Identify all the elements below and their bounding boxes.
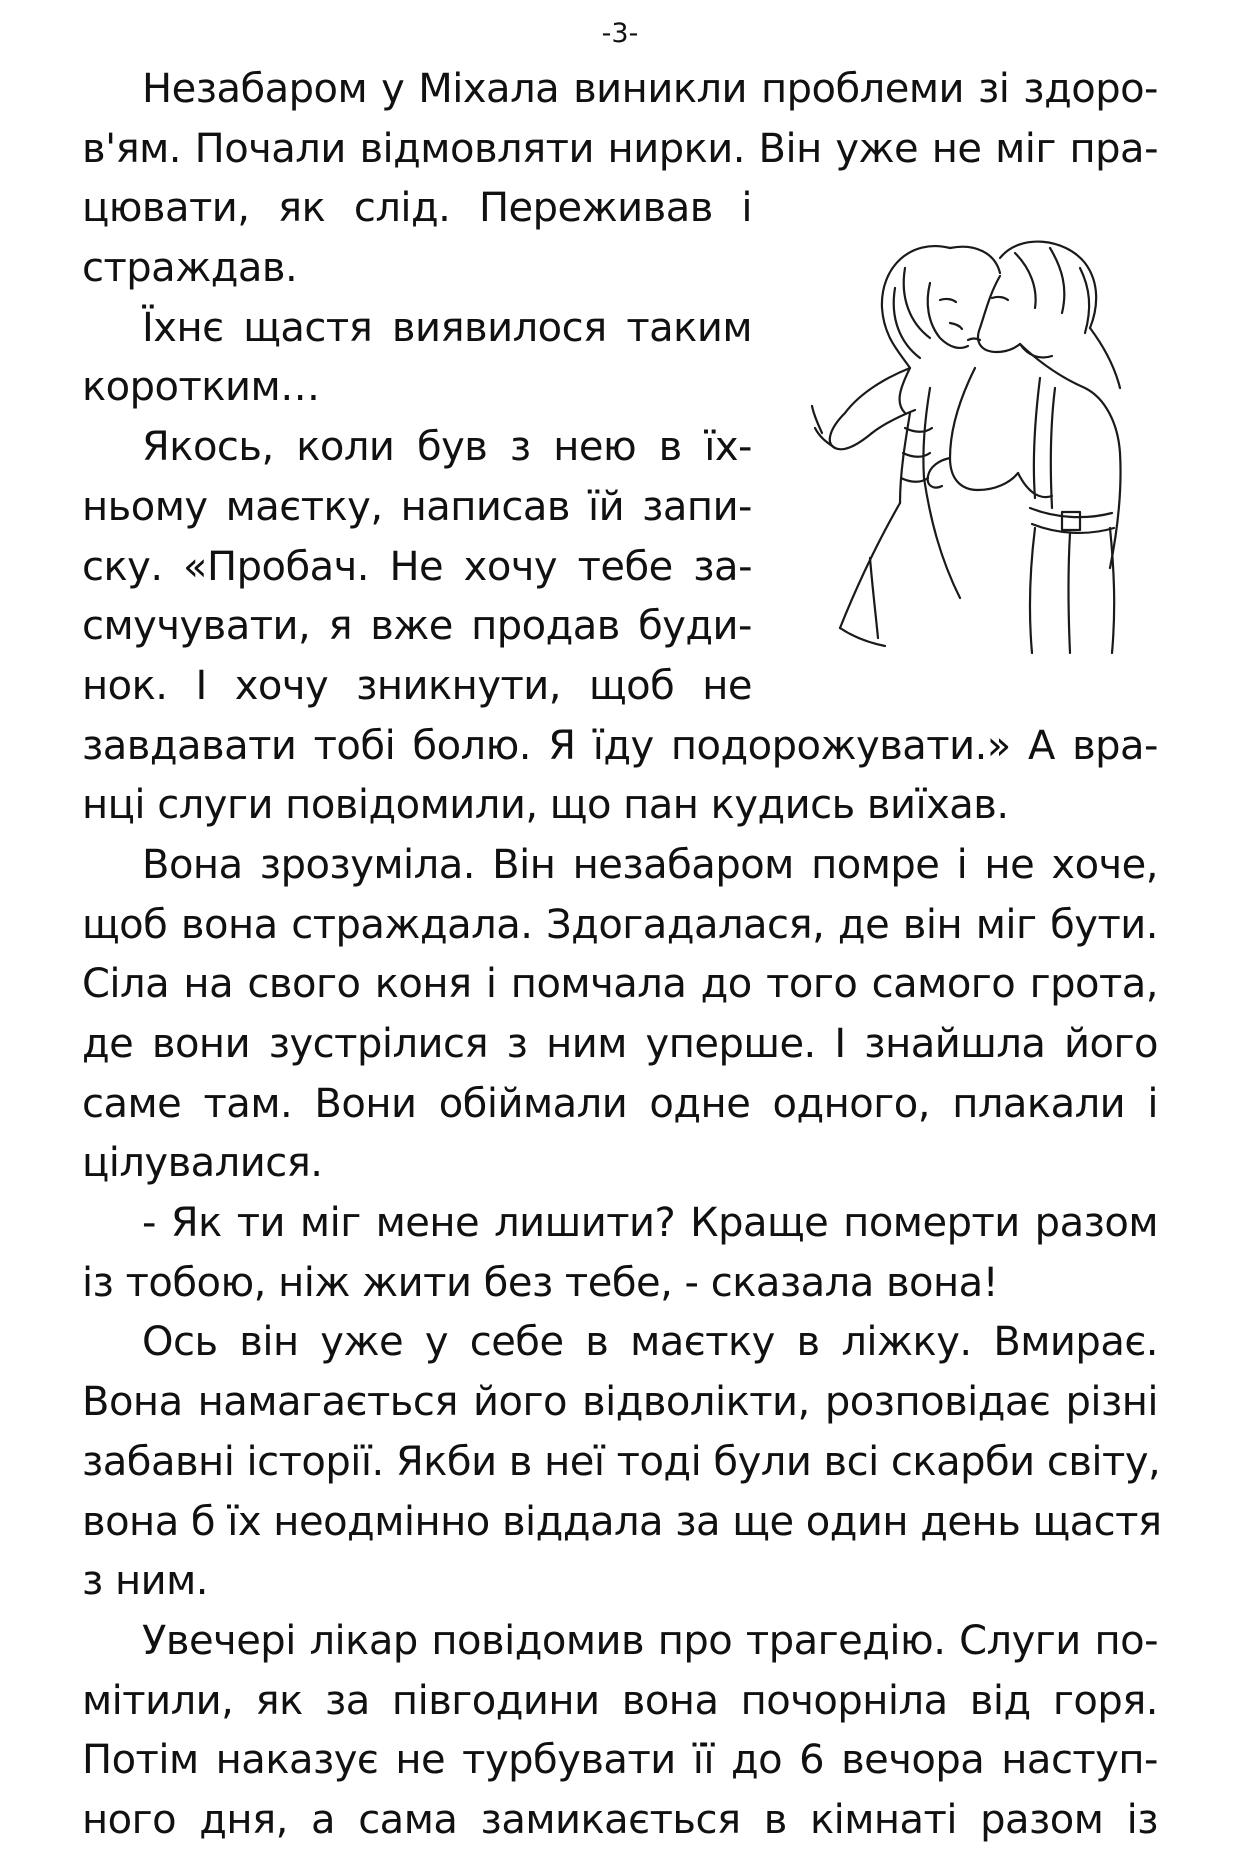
text-line: нці слуги повідомили, що пан кудись виїхав.: [82, 782, 1009, 829]
text-line: мітили, як за півгодини вона почорніла від горя.: [82, 1677, 1158, 1724]
line-art-drawing: [800, 228, 1150, 658]
couple-embracing-illustration: [800, 228, 1150, 658]
text-line: Ось він уже у себе в маєтку в ліжку. Вмирає.: [142, 1319, 1158, 1366]
text-line: Їхнє щастя виявилося таким: [142, 304, 752, 351]
text-line: смучувати, я вже продав буди-: [82, 603, 752, 650]
text-line: цілувалися.: [82, 1140, 323, 1187]
text-line: ску. «Пробач. Не хочу тебе за-: [82, 543, 752, 590]
text-line: в'ям. Почали відмовляти нирки. Він уже не міг пра-: [82, 125, 1158, 172]
text-line: завдавати тобі болю. Я їду подорожувати.» А вра-: [82, 722, 1158, 769]
text-line: нок. І хочу зникнути, щоб не: [82, 662, 752, 709]
text-line: Незабаром у Міхала виникли проблеми зі здоро-: [142, 66, 1158, 112]
text-line: забавні історії. Якби в неї тоді були всі скарби світу,: [82, 1438, 1161, 1485]
text-line: - Як ти міг мене лишити? Краще померти разом: [142, 1200, 1158, 1247]
text-line: Якось, коли був з нею в їх-: [142, 424, 752, 471]
text-line: де вони зустрілися з ним уперше. І знайшла його: [82, 1021, 1158, 1067]
text-line: з ним.: [82, 1558, 209, 1605]
text-line: із тобою, ніж жити без тебе, - сказала вона!: [82, 1259, 999, 1306]
text-line: ньому маєтку, написав їй запи-: [82, 483, 752, 530]
text-line: Потім наказує не турбувати її до 6 вечора наступ-: [82, 1737, 1158, 1784]
text-line: Вона намагається його відволікти, розповідає різні: [82, 1379, 1158, 1426]
page-number: -3-: [601, 18, 639, 49]
text-line: ного дня, а сама замикається в кімнаті разом із: [82, 1796, 1158, 1843]
text-line: саме там. Вони обіймали одне одного, плакали і: [82, 1080, 1158, 1127]
text-line: щоб вона страждала. Здогадалася, де він міг бути.: [82, 901, 1158, 948]
text-line: вона б їх неодмінно віддала за ще один день щастя: [82, 1498, 1162, 1545]
text-line: Сіла на свого коня і помчала до того самого грота,: [82, 961, 1158, 1008]
text-line: Вона зрозуміла. Він незабаром помре і не хоче,: [142, 841, 1158, 888]
text-line: цювати, як слід. Переживав і: [82, 185, 752, 232]
text-line: страждав.: [82, 245, 298, 292]
text-line: коротким…: [82, 364, 320, 411]
text-line: Увечері лікар повідомив про трагедію. Слуги по-: [142, 1617, 1158, 1664]
